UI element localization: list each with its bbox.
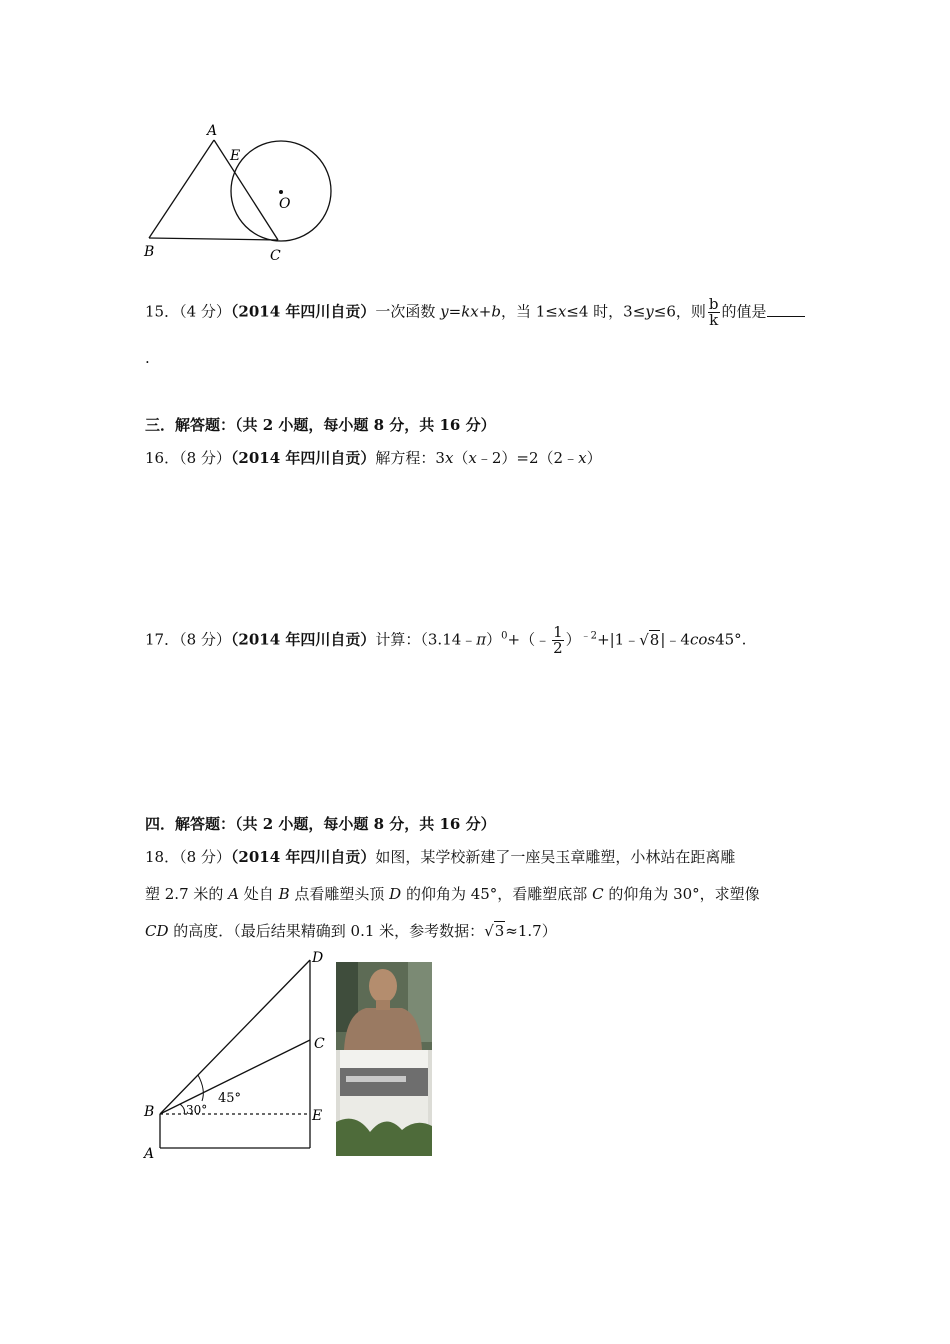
q17-fraction	[552, 625, 564, 656]
label-c: C	[270, 248, 281, 264]
q18-text: 的仰角为 30°，求塑像	[603, 885, 760, 903]
q15-function: y=kx+b	[440, 302, 501, 321]
q16-var: x	[468, 449, 477, 467]
angle-label-45: 45°	[218, 1091, 242, 1106]
q15-number: 15．	[145, 302, 180, 321]
fraction-numerator: b	[708, 295, 719, 313]
label-e: E	[230, 148, 241, 164]
question-18-line-2	[145, 884, 760, 904]
angle-arc-30	[180, 1104, 185, 1114]
q18-text: 的仰角为 45°，看雕塑底部	[401, 885, 593, 903]
q16-var: x	[578, 449, 587, 467]
q16-score: （8 分）	[179, 449, 231, 467]
q17-exponent: 0	[501, 630, 508, 642]
question-17	[145, 625, 746, 656]
q15-score: （4 分）	[179, 302, 231, 321]
angle-arc-45	[198, 1075, 203, 1101]
q18-segment-cd: CD	[145, 922, 169, 940]
section-3-header: 三．解答题：（共 2 小题，每小题 8 分，共 16 分）	[145, 416, 496, 434]
segment-ab	[149, 140, 214, 238]
q17-text: ）	[486, 630, 502, 649]
q17-text: ）	[565, 630, 581, 649]
q15-text: 一次函数	[375, 302, 441, 321]
question-15	[145, 297, 805, 328]
question-16	[145, 448, 602, 468]
q17-text: |﹣4	[660, 630, 690, 649]
label-b: B	[144, 1104, 155, 1120]
q17-score: （8 分）	[179, 630, 231, 649]
q18-number: 18．	[145, 848, 180, 866]
q16-text: ）	[586, 449, 602, 467]
q17-text: +（﹣	[507, 630, 551, 649]
label-o: O	[279, 196, 291, 212]
q18-point-a: A	[228, 885, 240, 903]
q18-point-b: B	[278, 885, 290, 903]
fraction-denominator: 2	[553, 639, 563, 657]
q17-pi: π	[476, 630, 487, 649]
statue-photo	[336, 962, 432, 1156]
answer-blank	[767, 302, 805, 317]
q16-var: x	[444, 449, 454, 467]
q18-point-c: C	[592, 885, 604, 903]
q15-period: .	[145, 349, 150, 367]
q17-sqrt: √8	[639, 630, 660, 649]
q16-text: （	[453, 449, 469, 467]
label-d: D	[312, 950, 324, 966]
label-a: A	[207, 123, 218, 139]
radicand: 3	[494, 922, 505, 940]
q15-var-x: x	[557, 302, 567, 321]
q17-cos: cos	[689, 630, 716, 649]
fraction-denominator: k	[709, 311, 719, 329]
question-18-line-3	[145, 921, 557, 941]
q16-source: （2014 年四川自贡）	[230, 449, 376, 467]
label-a: A	[144, 1146, 155, 1162]
label-c: C	[314, 1036, 325, 1052]
q15-text: ，当 1≤	[500, 302, 558, 321]
segment-bc	[149, 238, 278, 240]
center-point	[279, 190, 283, 194]
q16-number: 16．	[145, 449, 180, 467]
q15-text: ≤6，则	[653, 302, 706, 321]
q16-text: ﹣2）=2（2﹣	[476, 449, 579, 467]
q18-score: （8 分）	[179, 848, 231, 866]
q18-text: 点看雕塑头顶	[289, 885, 390, 903]
section-4-header: 四．解答题：（共 2 小题，每小题 8 分，共 16 分）	[145, 815, 496, 833]
angle-label-30: 30°	[186, 1103, 208, 1117]
q17-text: +|1﹣	[597, 630, 640, 649]
q18-sqrt: √3	[484, 922, 505, 940]
q16-text: 解方程：3	[375, 449, 445, 467]
q18-source: （2014 年四川自贡）	[230, 848, 376, 866]
elevation-angle-figure	[140, 950, 340, 1165]
q18-text: 塑 2.7 米的	[145, 885, 229, 903]
label-e: E	[312, 1108, 323, 1124]
q18-text: ≈1.7）	[505, 922, 557, 940]
triangle-circle-figure	[140, 118, 340, 268]
radicand: 8	[649, 630, 660, 649]
q18-text: 如图，某学校新建了一座吴玉章雕塑，小林站在距离雕	[375, 848, 736, 866]
q15-var-y: y	[645, 302, 654, 321]
q18-point-d: D	[389, 885, 402, 903]
fraction-numerator: 1	[553, 623, 563, 641]
q18-text: 的高度．（最后结果精确到 0.1 米，参考数据：	[168, 922, 485, 940]
q18-text: 处自	[239, 885, 279, 903]
question-18-line-1	[145, 847, 735, 867]
q15-source: （2014 年四川自贡）	[230, 302, 376, 321]
q15-fraction	[708, 297, 720, 328]
q17-number: 17．	[145, 630, 180, 649]
q17-text: 计算：（3.14﹣	[375, 630, 477, 649]
q15-text: 的值是	[721, 302, 767, 321]
label-b: B	[144, 244, 155, 260]
q15-text: ≤4 时，3≤	[566, 302, 646, 321]
q17-exponent: ﹣2	[580, 630, 598, 642]
q17-text: 45°.	[715, 630, 747, 649]
q17-source: （2014 年四川自贡）	[230, 630, 376, 649]
